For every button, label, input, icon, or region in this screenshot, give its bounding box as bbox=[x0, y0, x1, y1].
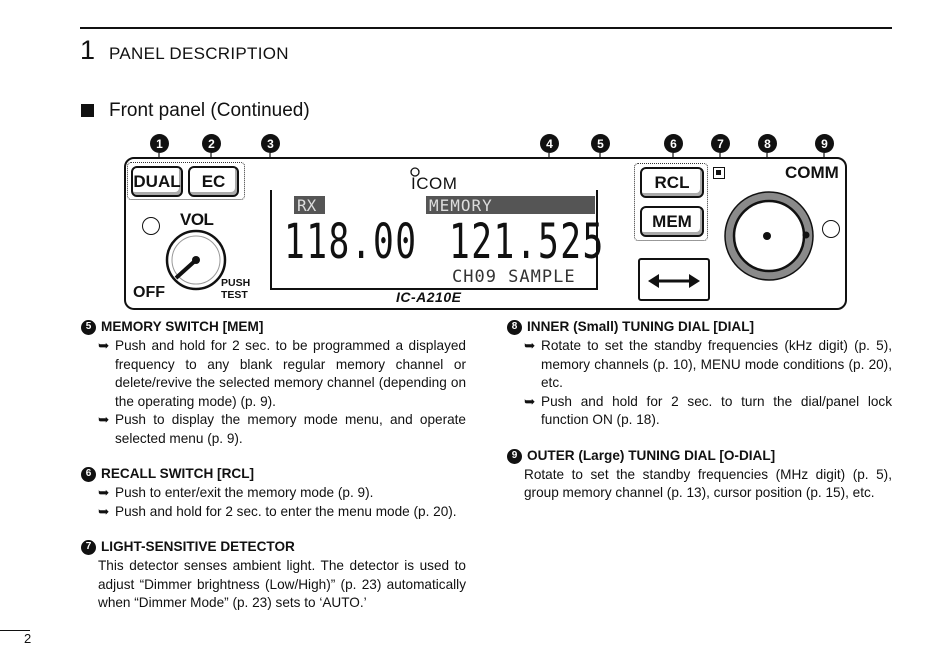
bullet-number: 7 bbox=[81, 540, 96, 555]
mem-button[interactable]: MEM bbox=[640, 206, 704, 237]
desc-heading: LIGHT-SENSITIVE DETECTOR bbox=[101, 539, 295, 555]
double-arrow-icon bbox=[640, 260, 708, 299]
callout-9: 9 bbox=[815, 134, 834, 153]
chapter-number: 1 bbox=[80, 35, 96, 65]
swap-button[interactable] bbox=[638, 258, 710, 301]
vol-knob[interactable] bbox=[164, 228, 228, 292]
desc-heading: RECALL SWITCH [RCL] bbox=[101, 466, 255, 482]
model-label: IC-A210E bbox=[396, 289, 462, 305]
chapter-title: PANEL DESCRIPTION bbox=[109, 44, 289, 63]
test-label: TEST bbox=[221, 289, 248, 301]
callout-4: 4 bbox=[540, 134, 559, 153]
desc-heading: INNER (Small) TUNING DIAL [DIAL] bbox=[527, 319, 755, 335]
desc-item-detector bbox=[81, 538, 466, 613]
page-number: 2 bbox=[24, 631, 32, 646]
arrow-bullet-icon: ➥ bbox=[524, 338, 536, 353]
ec-button[interactable]: EC bbox=[188, 166, 239, 197]
callout-7: 7 bbox=[711, 134, 730, 153]
callout-3: 3 bbox=[261, 134, 280, 153]
bullet-number: 8 bbox=[507, 320, 522, 335]
desc-item-rcl bbox=[81, 465, 466, 521]
section-title: Front panel (Continued) bbox=[109, 100, 310, 121]
vol-label: VOL bbox=[180, 210, 214, 229]
desc-text: Push and hold for 2 sec. to be programmed a displayed frequency to any blank regular memory channel or delete/revive the selected memory channel (depending on the operating mode) (p. 9). bbox=[115, 338, 466, 409]
dual-button[interactable]: DUAL bbox=[131, 166, 183, 197]
desc-heading: MEMORY SWITCH [MEM] bbox=[101, 319, 264, 335]
callout-8: 8 bbox=[758, 134, 777, 153]
arrow-bullet-icon: ➥ bbox=[98, 485, 110, 500]
lcd-rx-indicator: RX bbox=[294, 196, 325, 214]
callout-5: 5 bbox=[591, 134, 610, 153]
arrow-bullet-icon: ➥ bbox=[524, 393, 536, 409]
rcl-button[interactable]: RCL bbox=[640, 167, 704, 198]
lcd-standby-frequency: 121.525 bbox=[449, 214, 605, 270]
desc-item-mem bbox=[81, 318, 466, 448]
desc-text: Push to enter/exit the memory mode (p. 9). bbox=[115, 485, 374, 500]
arrow-bullet-icon: ➥ bbox=[98, 412, 110, 427]
desc-text: Rotate to set the standby frequencies (MHz digit) (p. 5), group memory channel (p. 13), cursor position (p. 15), etc. bbox=[524, 466, 892, 500]
arrow-bullet-icon: ➥ bbox=[98, 338, 110, 353]
desc-item-outer-dial bbox=[507, 447, 892, 503]
desc-text: Push and hold for 2 sec. to enter the menu mode (p. 20). bbox=[115, 503, 457, 519]
desc-heading: OUTER (Large) TUNING DIAL [O-DIAL] bbox=[527, 447, 776, 463]
callout-6: 6 bbox=[664, 134, 683, 153]
off-label: OFF bbox=[133, 284, 165, 301]
right-indicator-circle bbox=[822, 220, 840, 238]
desc-text: Push and hold for 2 sec. to turn the dial/panel lock function ON (p. 18). bbox=[541, 393, 892, 427]
light-sensor bbox=[713, 167, 725, 179]
callout-1: 1 bbox=[150, 134, 169, 153]
bullet-number: 6 bbox=[81, 467, 96, 482]
lcd-memory-indicator: MEMORY bbox=[426, 196, 595, 214]
arrow-bullet-icon: ➥ bbox=[98, 503, 110, 519]
comm-label: COMM bbox=[785, 163, 839, 182]
brand-logo: ICOM bbox=[411, 174, 458, 193]
left-description-column bbox=[81, 318, 466, 613]
desc-text: Rotate to set the standby frequencies (kHz digit) (p. 5), memory channels (p. 10), MENU mode conditions (p. 20), etc. bbox=[541, 338, 892, 390]
callout-2: 2 bbox=[202, 134, 221, 153]
indicator-circle bbox=[142, 217, 160, 235]
push-label: PUSH bbox=[221, 277, 251, 289]
tuning-dial[interactable] bbox=[722, 189, 816, 283]
light-sensor-dot bbox=[716, 170, 721, 175]
bullet-number: 5 bbox=[81, 320, 96, 335]
desc-text: Push to display the memory mode menu, and operate selected menu (p. 9). bbox=[115, 412, 466, 446]
bullet-number: 9 bbox=[507, 449, 522, 464]
desc-item-inner-dial bbox=[507, 318, 892, 430]
right-description-column bbox=[507, 318, 892, 503]
lcd-channel-name: CH09 SAMPLE bbox=[452, 267, 576, 287]
lcd-active-frequency: 118.00 bbox=[284, 214, 418, 270]
desc-text: This detector senses ambient light. The detector is used to adjust “Dimmer brightness (Low/High)” (p. 23) automatically when “Dimmer Mode” (p. 23) sets to ‘AUTO.’ bbox=[98, 558, 466, 610]
